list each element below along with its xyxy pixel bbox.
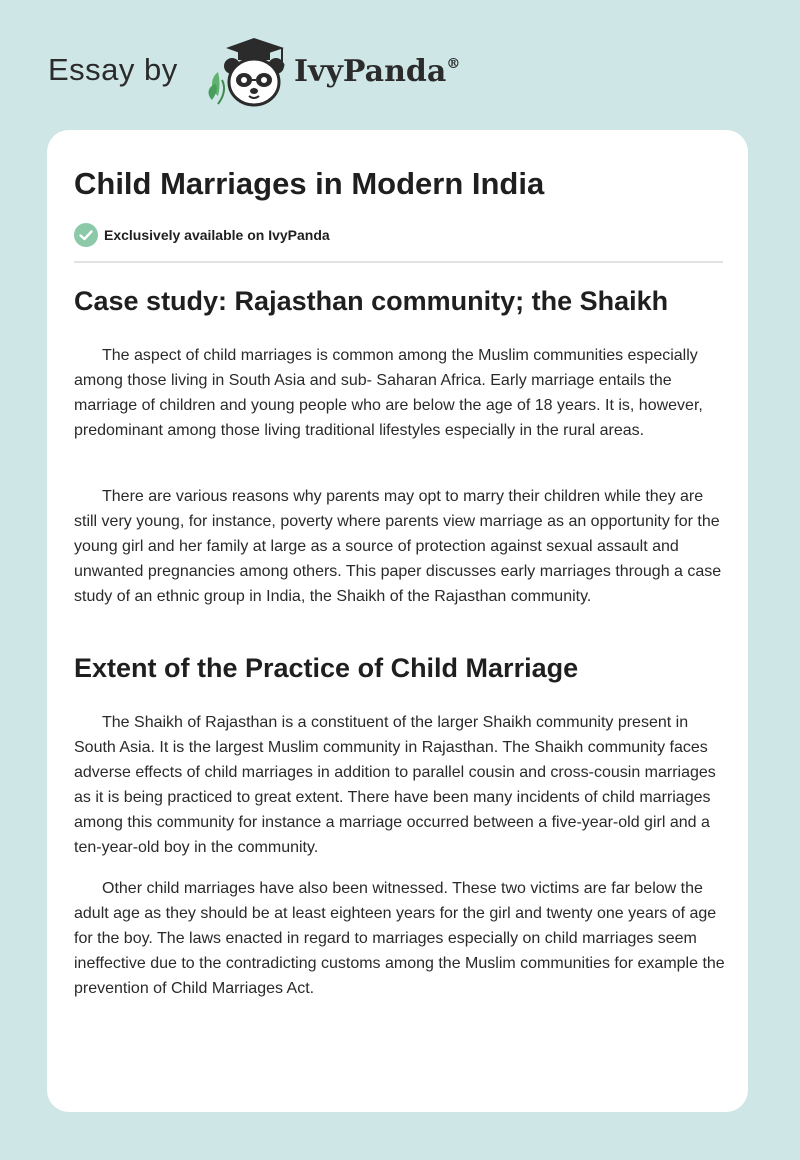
article-card: [47, 130, 748, 1112]
section-heading-case-study: Case study: Rajasthan community; the Shaikh: [74, 286, 669, 316]
paragraph: Other child marriages have also been witnessed. These two victims are far below the adult age as they should be at least eighteen years for the girl and twenty one years of age for the boy. The laws enacted in regard to marriages especially on child marriages seem ineffective due to the contradicting customs among the Muslim communities for example the prevention of Child Marriages Act.: [74, 880, 725, 997]
badge-label: Exclusively available on IvyPanda: [104, 227, 330, 243]
check-circle-icon: [74, 223, 98, 247]
brand-name[interactable]: [294, 54, 460, 89]
brand-text: IvyPanda: [294, 54, 447, 89]
paragraph: The Shaikh of Rajasthan is a constituent of the larger Shaikh community present in South Asia. It is the largest Muslim community in Rajasthan. The Shaikh community faces adverse effects of child marriages in addition to parallel cousin and cross-cousin marriages as it is being practiced to great extent. There have been many incidents of child marriages among this community for instance a marriage occurred between a five-year-old girl and a ten-year-old boy in the community.: [74, 714, 716, 856]
page-title: Child Marriages in Modern India: [74, 166, 545, 201]
registered-mark: ®: [446, 56, 461, 72]
paragraph: There are various reasons why parents may opt to marry their children while they are still very young, for instance, poverty where parents view marriage as an opportunity for the young girl and her family at large as a source of protection against sexual assault and unwanted pregnancies among others. This paper discusses early marriages through a case study of an ethnic group in India, the Shaikh of the Rajasthan community.: [74, 488, 722, 605]
essay-by-label: Essay by: [48, 52, 178, 87]
panda-logo-icon[interactable]: [206, 34, 292, 110]
exclusive-badge: [74, 222, 330, 248]
paragraph: The aspect of child marriages is common among the Muslim communities especially among those living in South Asia and sub- Saharan Africa. Early marriage entails the marriage of children and young people who are below the age of 18 years. It is, however, predominant among those living traditional lifestyles especially in the rural areas.: [74, 347, 703, 439]
leaf-icon: [209, 72, 225, 104]
site-header: [48, 30, 748, 110]
section-heading-extent: Extent of the Practice of Child Marriage: [74, 653, 579, 683]
title-divider: [74, 261, 723, 263]
